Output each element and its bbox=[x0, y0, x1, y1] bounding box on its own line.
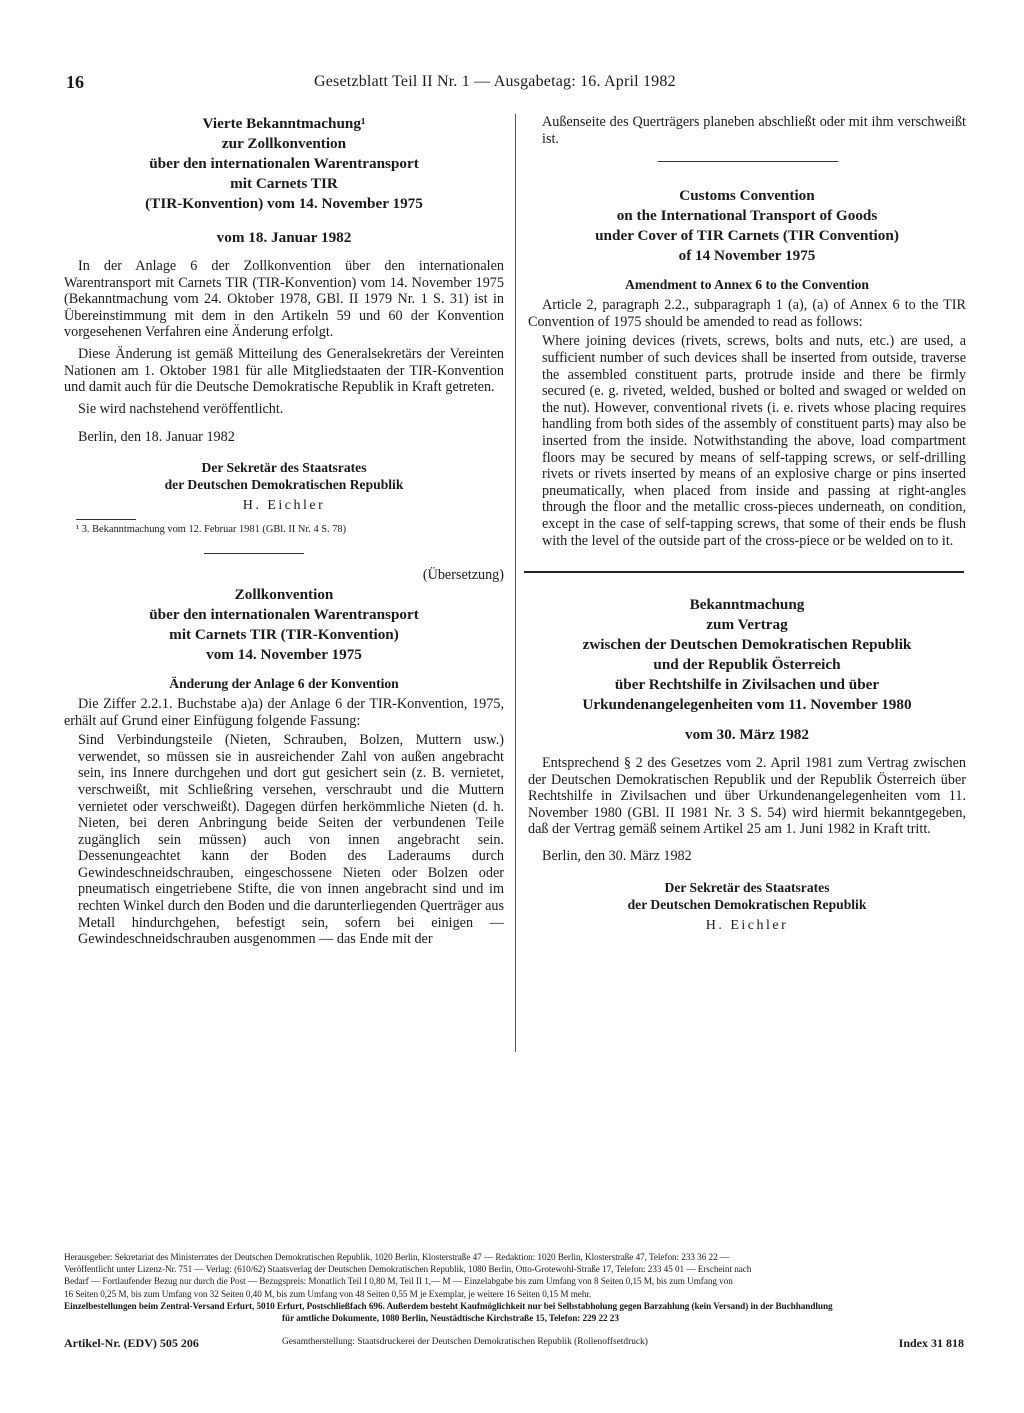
production-note: Gesamtherstellung: Staatsdruckerei der Deutschen Demokratischen Republik (Rollenoffsetdruck) bbox=[282, 1337, 648, 1347]
amendment-text: Where joining devices (rivets, screws, bolts and nuts, etc.) are used, a sufficient number of such devices shall be inserted from outside, traverse the assembled constituent parts, protrude inside and there be firmly secured (e. g. riveted, welded, bushed or bolted and swaged or welded on the nut). However, conventional rivets (i. e. rivets whose placing requires handling from both sides of the assembly of constituent parts) may also be inserted from the inside. Notwithstanding the above, load compartment floors may be secured by means of self-tapping screws, or self-drilling rivets or rivets inserted by means of an explosive charge or pins inserted pneumatically, when placed from inside and passing at right-angles through the floor and the metallic cross-pieces underneath, on condition, except in the case of self-tapping screws, that some of their ends be flush with the level of the outside part of the cross-piece or be welded on to it. bbox=[542, 333, 966, 549]
amendment-heading: Änderung der Anlage 6 der Konvention bbox=[169, 675, 399, 691]
imprint-line: Herausgeber: Sekretariat des Ministerrates der Deutschen Demokratischen Republik, 1020 Berlin, Klosterstraße 47 — Redaktion: 1020 Berlin, Klosterstraße 47, Telefon: 233 36 22 — bbox=[64, 1252, 729, 1262]
treaty-date: vom 30. März 1982 bbox=[685, 726, 809, 744]
signature-line: der Deutschen Demokratischen Republik bbox=[164, 476, 404, 492]
amendment-heading: Amendment to Annex 6 to the Convention bbox=[625, 277, 869, 293]
left-column bbox=[64, 114, 504, 948]
imprint-line: Bedarf — Fortlaufender Bezug nur durch die Post — Bezugspreis: Monatlich Teil I 0,80 M, Teil II 1,— M — Einzelabgabe bis zum Umfang von 8 Seiten 0,15 M, bis zum Umfang von bbox=[64, 1276, 733, 1287]
body-paragraph: In der Anlage 6 der Zollkonvention über den internationalen Warentransport mit Carnets TIR (TIR-Konvention) vom 14. November 1975 (Bekanntmachung vom 24. Oktober 1978, GBl. II 1979 Nr. 1 S. 31) ist in Übereinstimmung mit dem in den Artikeln 59 und 60 der Konvention vorgesehenen Verfahren eine Änderung erfolgt. bbox=[64, 258, 504, 341]
announcement-title bbox=[64, 114, 504, 214]
title-line: on the International Transport of Goods bbox=[616, 207, 878, 225]
translation-note: (Übersetzung) bbox=[422, 566, 504, 583]
title-line: zum Vertrag bbox=[706, 616, 788, 634]
amendment-intro: Article 2, paragraph 2.2., subparagraph 1 (a), (a) of Annex 6 to the TIR Convention of 1975 should be amended to read as follows: bbox=[528, 297, 966, 330]
amendment-text: Sind Verbindungsteile (Nieten, Schrauben, Bolzen, Muttern usw.) verwendet, so müssen sie in ausreichender Zahl von außen angebracht sein, ins Innere durchgehen und dort gut gesichert sein (z. B. vernietet, verschweißt, mit Schließring versehen, verschraubt und die Muttern vernietet oder verschweißt). Dagegen dürfen herkömmliche Nieten (d. h. Nieten, bei deren Anbringung beide Seiten der verbundenen Teile zugänglich sein müssen) auch von innen angebracht sein. Dessenungeachtet kann der Boden des Laderaums durch Gewindeschneidschrauben, eingeschossene Nieten oder Bolzen oder pneumatisch eingetriebene Stifte, die von innen angebracht sind und im rechten Winkel durch den Boden und die darunterliegenden Querträger aus Metall hindurchgehen, befestigt sein, sofern bei einigen — Gewindeschneidschrauben ausgenommen — das Ende mit der bbox=[78, 732, 504, 948]
continuation-text: Außenseite des Querträgers planeben abschließt oder mit ihm verschweißt ist. bbox=[542, 114, 966, 147]
title-line: of 14 November 1975 bbox=[678, 247, 816, 265]
title-line: under Cover of TIR Carnets (TIR Convention) bbox=[595, 227, 899, 245]
imprint-line: für amtliche Dokumente, 1080 Berlin, Neustädtische Kirchstraße 15, Telefon: 229 22 23 bbox=[282, 1313, 619, 1324]
title-line: Customs Convention bbox=[679, 187, 815, 205]
body-paragraph: Diese Änderung ist gemäß Mitteilung des Generalsekretärs der Vereinten Nationen am 1. Oktober 1981 für alle Mitgliedstaaten der TIR-Konvention und damit auch für die Deutsche Demokratische Republik in Kraft getreten. bbox=[64, 345, 504, 396]
signer-name: H. Eichler bbox=[705, 917, 789, 933]
title-line: (TIR-Konvention) vom 14. November 1975 bbox=[145, 195, 423, 212]
signature-block bbox=[528, 879, 966, 913]
footnote-rule bbox=[76, 519, 136, 520]
convention-title bbox=[64, 585, 504, 665]
signature-line: Der Sekretär des Staatsrates bbox=[664, 879, 830, 895]
article-number: Artikel-Nr. (EDV) 505 206 bbox=[64, 1336, 199, 1350]
title-line: und der Republik Österreich bbox=[653, 656, 841, 674]
announcement-date: vom 18. Januar 1982 bbox=[216, 229, 352, 246]
imprint-bottom-row bbox=[64, 1336, 964, 1352]
imprint-line: 16 Seiten 0,25 M, bis zum Umfang von 32 Seiten 0,40 M, bis zum Umfang von 48 Seiten 0,55 M je Exemplar, je weitere 16 Seiten 0,15 M mehr. bbox=[64, 1288, 592, 1299]
title-line: vom 14. November 1975 bbox=[206, 645, 362, 663]
title-line: über den internationalen Warentransport bbox=[149, 155, 419, 172]
title-line: mit Carnets TIR bbox=[230, 175, 338, 192]
title-line: Bekanntmachung bbox=[689, 596, 805, 614]
imprint bbox=[64, 1251, 964, 1350]
title-line: Vierte Bekanntmachung¹ bbox=[202, 115, 366, 132]
index-number: Index 31 818 bbox=[898, 1336, 964, 1350]
title-line: Urkundenangelegenheiten vom 11. November 1980 bbox=[582, 696, 912, 714]
title-line: zwischen der Deutschen Demokratischen Republik bbox=[582, 636, 912, 654]
title-line: Zollkonvention bbox=[234, 585, 334, 603]
place-date: Berlin, den 30. März 1982 bbox=[542, 848, 692, 865]
signature-block bbox=[64, 459, 504, 493]
imprint-line: Einzelbestellungen beim Zentral-Versand Erfurt, 5010 Erfurt, Postschließfach 696. Außerdem besteht Kaufmöglichkeit nur bei Selbstabholung gegen Barzahlung (kein Versand) in der Buchhandlung bbox=[64, 1300, 833, 1311]
place-date: Berlin, den 18. Januar 1982 bbox=[78, 429, 235, 446]
section-rule bbox=[658, 161, 838, 162]
imprint-line: Veröffentlicht unter Lizenz-Nr. 751 — Verlag: (610/62) Staatsverlag der Deutschen Demokratischen Republik, 1080 Berlin, Otto-Grotewohl-Straße 17, Telefon: 233 45 01 — Erscheint nach bbox=[64, 1264, 752, 1275]
title-line: über Rechtshilfe in Zivilsachen und über bbox=[614, 676, 880, 694]
title-line: zur Zollkonvention bbox=[221, 135, 347, 152]
signature-line: Der Sekretär des Staatsrates bbox=[201, 459, 367, 475]
right-column bbox=[528, 114, 966, 935]
page-number: 16 bbox=[66, 72, 84, 92]
title-line: über den internationalen Warentransport bbox=[149, 605, 419, 623]
signature-line: der Deutschen Demokratischen Republik bbox=[627, 896, 867, 912]
treaty-text: Entsprechend § 2 des Gesetzes vom 2. April 1981 zum Vertrag zwischen der Deutschen Demokratischen Republik und der Republik Österreich über Rechtshilfe in Zivilsachen und über Urkundenangelegenheiten vom 11. November 1980 (GBl. II 1981 Nr. 3 S. 54) wird hiermit bekanntgegeben, daß der Vertrag gemäß seinem Artikel 25 am 1. Juni 1982 in Kraft tritt. bbox=[528, 755, 966, 838]
page-header bbox=[66, 72, 966, 94]
running-head: Gesetzblatt Teil II Nr. 1 — Ausgabetag: 16. April 1982 bbox=[314, 73, 676, 90]
signer-name: H. Eichler bbox=[242, 497, 326, 513]
amendment-intro: Die Ziffer 2.2.1. Buchstabe a)a) der Anlage 6 der TIR-Konvention, 1975, erhält auf Grund einer Einfügung folgende Fassung: bbox=[64, 695, 504, 729]
treaty-title bbox=[528, 595, 966, 715]
footnote: ¹ 3. Bekanntmachung vom 12. Februar 1981 (GBl. II Nr. 4 S. 78) bbox=[76, 523, 347, 535]
section-rule bbox=[204, 553, 304, 554]
title-line: mit Carnets TIR (TIR-Konvention) bbox=[169, 625, 399, 643]
column-divider bbox=[515, 114, 516, 1052]
section-rule-full bbox=[524, 571, 964, 573]
body-paragraph: Sie wird nachstehend veröffentlicht. bbox=[78, 400, 284, 417]
customs-convention-title bbox=[528, 186, 966, 266]
